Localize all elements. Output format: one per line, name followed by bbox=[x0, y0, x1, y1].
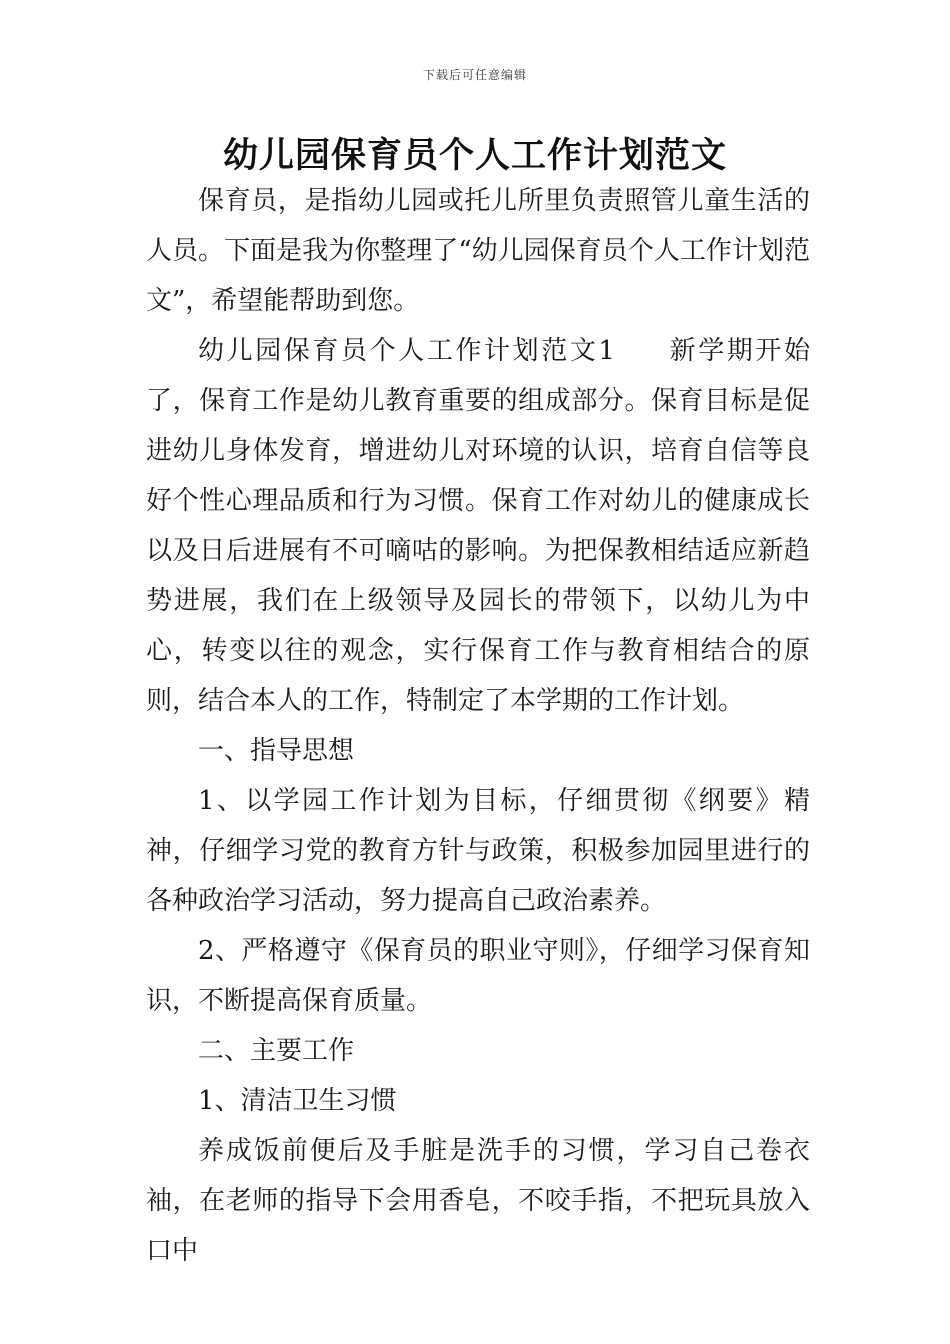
guiding-item-2: 2、严格遵守《保育员的职业守则》，仔细学习保育知识，不断提高保育质量。 bbox=[146, 936, 810, 1016]
sample-heading-paragraph bbox=[146, 326, 810, 726]
guiding-item-1: 1、以学园工作计划为目标，仔细贯彻《纲要》精神，仔细学习党的教育方针与政策，积极参加园里进行的各种政治学习活动，努力提高自己政治素养。 bbox=[146, 786, 810, 916]
subheading-hygiene-habits: 1、清洁卫生习惯 bbox=[198, 1086, 397, 1116]
header-note: 下载后可任意编辑 bbox=[422, 68, 527, 82]
section-heading-main-work: 二、主要工作 bbox=[198, 1036, 355, 1066]
intro-paragraph: 保育员，是指幼儿园或托儿所里负责照管儿童生活的人员。下面是我为你整理了“幼儿园保育员个人工作计划范文”，希望能帮助到您。 bbox=[146, 186, 810, 316]
hygiene-habits-paragraph: 养成饭前便后及手脏是洗手的习惯，学习自己卷衣袖，在老师的指导下会用香皂，不咬手指，不把玩具放入口中 bbox=[146, 1136, 810, 1266]
section-heading-guiding-ideology: 一、指导思想 bbox=[198, 736, 355, 766]
document-body bbox=[146, 176, 810, 1276]
sample-body: 新学期开始了，保育工作是幼儿教育重要的组成部分。保育目标是促进幼儿身体发育，增进幼儿对环境的认识，培育自信等良好个性心理品质和行为习惯。保育工作对幼儿的健康成长以及日后进展有不可嘀咕的影响。为把保教相结适应新趋势进展，我们在上级领导及园长的带领下，以幼儿为中心，转变以往的观念，实行保育工作与教育相结合的原则，结合本人的工作，特制定了本学期的工作计划。 bbox=[146, 336, 810, 716]
sample-heading: 幼儿园保育员个人工作计划范文1 bbox=[198, 336, 615, 366]
document-title: 幼儿园保育员个人工作计划范文 bbox=[222, 136, 727, 176]
